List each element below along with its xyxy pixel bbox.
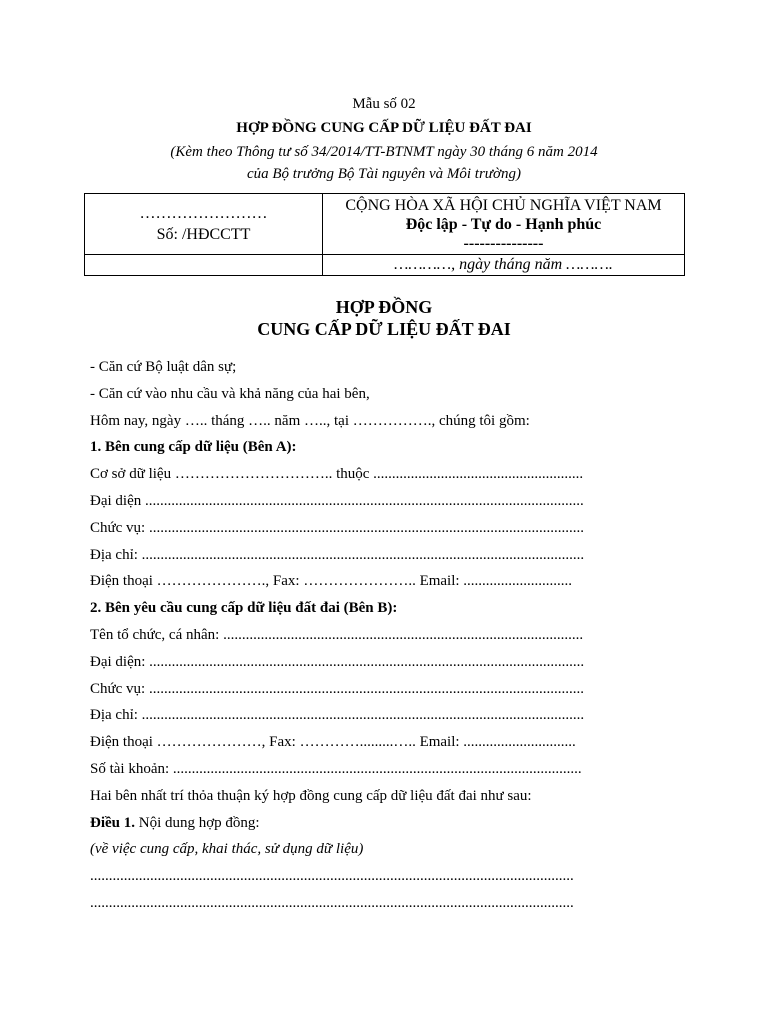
contract-title-line-1: HỢP ĐỒNG [335, 297, 433, 317]
article-1-label: Điều 1. [90, 814, 135, 831]
motto-divider: --------------- [463, 234, 544, 252]
attachment-note-line-1: (Kèm theo Thông tư số 34/2014/TT-BTNMT ngày 30 tháng 6 năm 2014 [170, 144, 598, 160]
article-1-blank-line-2: ................................................................................................................................. [90, 894, 574, 911]
agreement-statement: Hai bên nhất trí thỏa thuận ký hợp đồng cung cấp dữ liệu đất đai như sau: [90, 787, 532, 804]
form-number: Mẫu số 02 [352, 96, 416, 112]
basis-civil-code: - Căn cứ Bộ luật dân sự; [90, 359, 237, 375]
attachment-note-line-2: của Bộ trưởng Bộ Tài nguyên và Môi trường) [246, 166, 521, 182]
party-b-position: Chức vụ: .................................................................................................................... [90, 680, 584, 697]
party-b-representative: Đại diện: .................................................................................................................... [90, 653, 585, 670]
party-b-address: Địa chỉ: ...................................................................................................................... [90, 707, 585, 724]
contract-title [0, 296, 768, 340]
contract-number: Số: /HĐCCTT [156, 226, 251, 243]
party-b-contact: Điện thoại …………………, Fax: ………….........….. Email: .............................. [90, 734, 576, 751]
contract-body [90, 357, 690, 920]
nation-name: CỘNG HÒA XÃ HỘI CHỦ NGHĨA VIỆT NAM [345, 196, 662, 214]
article-1-blank-line-1: ................................................................................................................................. [90, 868, 574, 885]
article-1 [90, 813, 690, 840]
party-a-contact: Điện thoại …………………., Fax: ………………….. Email: ............................. [90, 573, 573, 590]
header-table [84, 193, 685, 276]
article-1-text: Nội dung hợp đồng: [135, 814, 260, 831]
party-b-name: Tên tổ chức, cá nhân: ................................................................................................ [90, 626, 584, 643]
place-date-line: …………, ngày tháng năm ………. [394, 256, 613, 273]
issuer-cell [85, 194, 323, 255]
empty-cell [85, 255, 323, 276]
basis-needs: - Căn cứ vào nhu cầu và khả năng của hai bên, [90, 385, 370, 402]
party-a-heading: 1. Bên cung cấp dữ liệu (Bên A): [90, 439, 297, 456]
party-b-heading: 2. Bên yêu cầu cung cấp dữ liệu đất đai (Bên B): [90, 600, 398, 617]
contract-title-line-2: CUNG CẤP DỮ LIỆU ĐẤT ĐAI [257, 319, 511, 339]
meeting-date-place: Hôm nay, ngày ….. tháng ….. năm ….., tại ……………., chúng tôi gồm: [90, 412, 530, 429]
national-heading-cell [323, 194, 685, 255]
party-a-database: Cơ sở dữ liệu ………………………….. thuộc ........................................................ [90, 466, 584, 483]
article-1-note: (về việc cung cấp, khai thác, sử dụng dữ liệu) [90, 841, 364, 858]
party-a-position: Chức vụ: .................................................................................................................... [90, 519, 584, 536]
party-a-representative: Đại diện ..................................................................................................................... [90, 492, 584, 509]
issuer-placeholder: …………………… [139, 205, 268, 222]
national-motto: Độc lập - Tự do - Hạnh phúc [405, 215, 602, 233]
party-b-account: Số tài khoản: ............................................................................................................. [90, 760, 582, 777]
document-heading: HỢP ĐỒNG CUNG CẤP DỮ LIỆU ĐẤT ĐAI [236, 120, 532, 136]
party-a-address: Địa chỉ: ...................................................................................................................... [90, 546, 585, 563]
date-cell [323, 255, 685, 276]
